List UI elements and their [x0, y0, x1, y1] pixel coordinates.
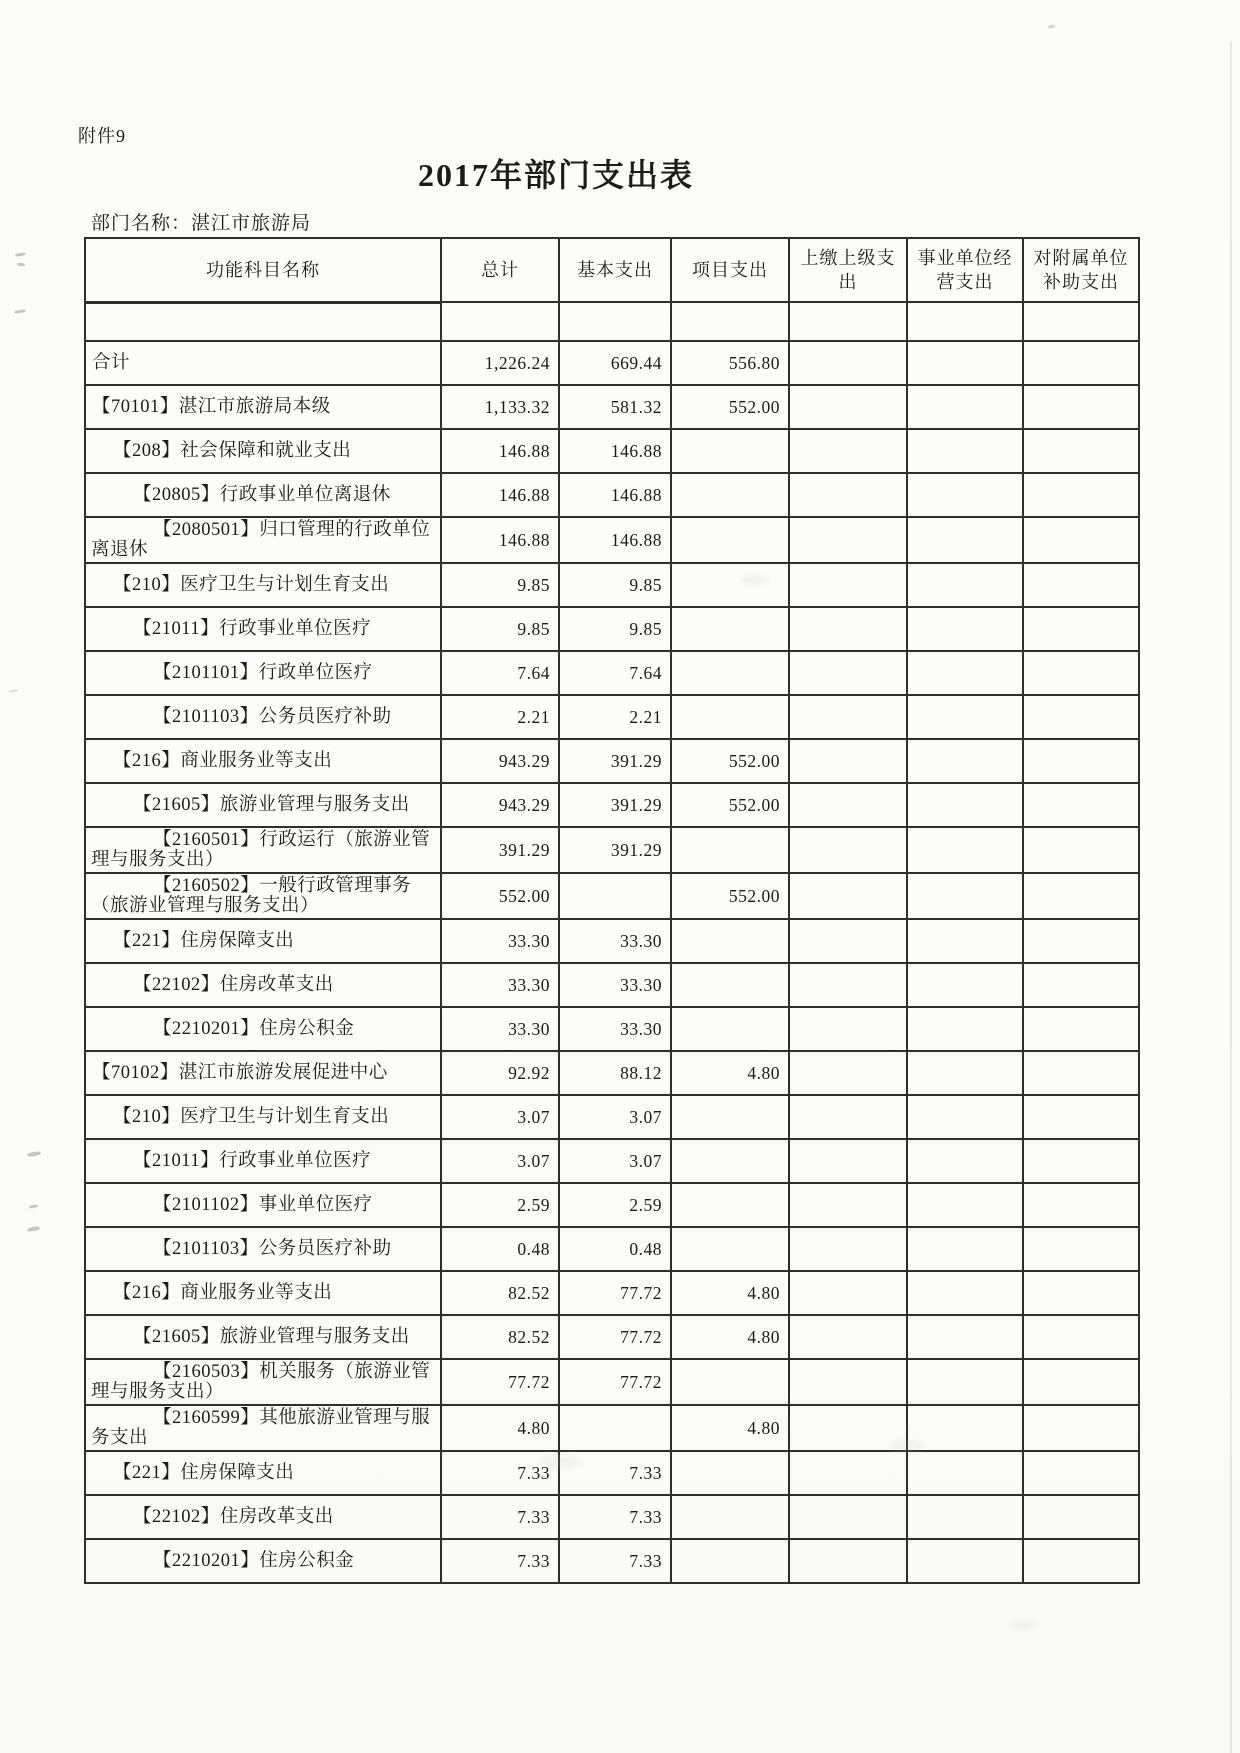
cell-subsidy [1023, 1139, 1139, 1183]
cell-project [671, 517, 789, 563]
cell-operating [907, 651, 1023, 695]
cell-total: 7.33 [441, 1539, 559, 1583]
cell-subject-name: 【2101103】公务员医疗补助 [85, 1227, 441, 1271]
table-row [85, 1359, 1139, 1405]
scan-smudge [890, 1440, 924, 1452]
cell-subsidy [1023, 1007, 1139, 1051]
spacer-cell-paid-up [789, 302, 907, 341]
cell-project [671, 1539, 789, 1583]
cell-subject-name: 【21011】行政事业单位医疗 [85, 607, 441, 651]
cell-basic: 146.88 [559, 473, 671, 517]
cell-subject-name: 【21605】旅游业管理与服务支出 [85, 783, 441, 827]
cell-basic: 33.30 [559, 963, 671, 1007]
cell-subsidy [1023, 1051, 1139, 1095]
cell-total: 0.48 [441, 1227, 559, 1271]
cell-subject-name: 【70101】湛江市旅游局本级 [85, 385, 441, 429]
cell-total: 33.30 [441, 1007, 559, 1051]
cell-basic: 391.29 [559, 783, 671, 827]
cell-operating [907, 1051, 1023, 1095]
cell-operating [907, 1007, 1023, 1051]
cell-subject-name: 【2160503】机关服务（旅游业管理与服务支出） [85, 1359, 441, 1405]
cell-total: 82.52 [441, 1271, 559, 1315]
cell-operating [907, 739, 1023, 783]
scan-edge-line [1230, 42, 1232, 1753]
cell-paid-up [789, 517, 907, 563]
cell-basic: 9.85 [559, 563, 671, 607]
cell-total: 1,226.24 [441, 341, 559, 385]
cell-paid-up [789, 563, 907, 607]
cell-paid-up [789, 341, 907, 385]
cell-operating [907, 1139, 1023, 1183]
scan-smudge [740, 575, 770, 585]
cell-subsidy [1023, 1359, 1139, 1405]
table-row [85, 563, 1139, 607]
column-header-name: 功能科目名称 [85, 238, 441, 302]
cell-paid-up [789, 1007, 907, 1051]
cell-subject-name: 【2210201】住房公积金 [85, 1539, 441, 1583]
cell-subsidy [1023, 651, 1139, 695]
cell-project [671, 1095, 789, 1139]
cell-total: 4.80 [441, 1405, 559, 1451]
cell-project: 556.80 [671, 341, 789, 385]
cell-subject-name: 【2160599】其他旅游业管理与服务支出 [85, 1405, 441, 1451]
table-row [85, 385, 1139, 429]
cell-paid-up [789, 651, 907, 695]
cell-paid-up [789, 473, 907, 517]
cell-project: 4.80 [671, 1315, 789, 1359]
cell-subsidy [1023, 1183, 1139, 1227]
cell-project: 552.00 [671, 783, 789, 827]
table-body [85, 341, 1139, 1583]
cell-project [671, 1451, 789, 1495]
cell-subject-name: 【22102】住房改革支出 [85, 1495, 441, 1539]
cell-subject-name: 【208】社会保障和就业支出 [85, 429, 441, 473]
cell-operating [907, 695, 1023, 739]
cell-subject-name: 【221】住房保障支出 [85, 1451, 441, 1495]
cell-subsidy [1023, 385, 1139, 429]
cell-operating [907, 1451, 1023, 1495]
cell-paid-up [789, 1227, 907, 1271]
cell-basic: 2.59 [559, 1183, 671, 1227]
cell-subject-name: 【2101101】行政单位医疗 [85, 651, 441, 695]
cell-project [671, 1183, 789, 1227]
cell-basic: 88.12 [559, 1051, 671, 1095]
cell-subject-name: 【22102】住房改革支出 [85, 963, 441, 1007]
cell-paid-up [789, 1183, 907, 1227]
cell-project [671, 607, 789, 651]
cell-subject-name: 【221】住房保障支出 [85, 919, 441, 963]
cell-basic: 7.33 [559, 1495, 671, 1539]
cell-operating [907, 873, 1023, 919]
cell-paid-up [789, 1359, 907, 1405]
cell-operating [907, 607, 1023, 651]
cell-subsidy [1023, 827, 1139, 873]
cell-operating [907, 1227, 1023, 1271]
cell-subject-name: 【2210201】住房公积金 [85, 1007, 441, 1051]
cell-total: 943.29 [441, 783, 559, 827]
cell-paid-up [789, 873, 907, 919]
cell-subject-name: 【21605】旅游业管理与服务支出 [85, 1315, 441, 1359]
column-header-operating: 事业单位经营支出 [907, 238, 1023, 302]
table-row [85, 341, 1139, 385]
cell-basic: 391.29 [559, 739, 671, 783]
spacer-cell-total [441, 302, 559, 341]
cell-subject-name: 【216】商业服务业等支出 [85, 1271, 441, 1315]
cell-operating [907, 827, 1023, 873]
cell-total: 1,133.32 [441, 385, 559, 429]
cell-project: 552.00 [671, 739, 789, 783]
cell-subject-name: 【20805】行政事业单位离退休 [85, 473, 441, 517]
cell-subsidy [1023, 607, 1139, 651]
cell-basic: 3.07 [559, 1139, 671, 1183]
cell-operating [907, 1315, 1023, 1359]
cell-basic: 77.72 [559, 1315, 671, 1359]
cell-basic: 9.85 [559, 607, 671, 651]
cell-operating [907, 429, 1023, 473]
table-row [85, 783, 1139, 827]
cell-subject-name: 合计 [85, 341, 441, 385]
table-row [85, 1139, 1139, 1183]
table-row [85, 517, 1139, 563]
cell-operating [907, 919, 1023, 963]
cell-paid-up [789, 429, 907, 473]
cell-operating [907, 1271, 1023, 1315]
cell-total: 92.92 [441, 1051, 559, 1095]
cell-total: 77.72 [441, 1359, 559, 1405]
cell-subject-name: 【2101102】事业单位医疗 [85, 1183, 441, 1227]
cell-subsidy [1023, 963, 1139, 1007]
cell-subject-name: 【21011】行政事业单位医疗 [85, 1139, 441, 1183]
cell-basic: 581.32 [559, 385, 671, 429]
table-row [85, 1495, 1139, 1539]
cell-basic: 7.33 [559, 1451, 671, 1495]
cell-subject-name: 【210】医疗卫生与计划生育支出 [85, 1095, 441, 1139]
cell-total: 3.07 [441, 1139, 559, 1183]
cell-subsidy [1023, 1495, 1139, 1539]
cell-subsidy [1023, 919, 1139, 963]
table-row [85, 827, 1139, 873]
cell-project [671, 1139, 789, 1183]
cell-total: 146.88 [441, 473, 559, 517]
cell-basic: 0.48 [559, 1227, 671, 1271]
table-row [85, 1405, 1139, 1451]
cell-paid-up [789, 1495, 907, 1539]
table-row [85, 1271, 1139, 1315]
cell-operating [907, 963, 1023, 1007]
table-row [85, 429, 1139, 473]
cell-project [671, 651, 789, 695]
table-header [85, 238, 1139, 341]
table-row [85, 1007, 1139, 1051]
cell-basic: 669.44 [559, 341, 671, 385]
cell-paid-up [789, 1315, 907, 1359]
cell-total: 9.85 [441, 607, 559, 651]
cell-basic [559, 873, 671, 919]
cell-subsidy [1023, 1315, 1139, 1359]
cell-operating [907, 341, 1023, 385]
cell-project [671, 695, 789, 739]
expenditure-table [84, 237, 1140, 1584]
cell-operating [907, 1539, 1023, 1583]
spacer-cell-operating [907, 302, 1023, 341]
cell-subject-name: 【2160501】行政运行（旅游业管理与服务支出） [85, 827, 441, 873]
cell-operating [907, 1095, 1023, 1139]
cell-paid-up [789, 919, 907, 963]
cell-total: 943.29 [441, 739, 559, 783]
table-row [85, 739, 1139, 783]
cell-project: 4.80 [671, 1271, 789, 1315]
cell-project: 4.80 [671, 1405, 789, 1451]
cell-project [671, 1227, 789, 1271]
cell-subject-name: 【2080501】归口管理的行政单位离退休 [85, 517, 441, 563]
cell-total: 7.33 [441, 1451, 559, 1495]
cell-operating [907, 1183, 1023, 1227]
cell-basic: 77.72 [559, 1359, 671, 1405]
column-header-basic: 基本支出 [559, 238, 671, 302]
table-row [85, 695, 1139, 739]
cell-project [671, 827, 789, 873]
cell-subsidy [1023, 695, 1139, 739]
spacer-cell-subsidy [1023, 302, 1139, 341]
cell-subsidy [1023, 1539, 1139, 1583]
spacer-row [85, 302, 1139, 341]
cell-total: 552.00 [441, 873, 559, 919]
cell-basic: 33.30 [559, 1007, 671, 1051]
cell-paid-up [789, 1139, 907, 1183]
header-row [85, 238, 1139, 302]
cell-paid-up [789, 827, 907, 873]
cell-subject-name: 【216】商业服务业等支出 [85, 739, 441, 783]
cell-basic [559, 1405, 671, 1451]
cell-subsidy [1023, 429, 1139, 473]
cell-paid-up [789, 695, 907, 739]
table-row [85, 473, 1139, 517]
scan-smudge [1010, 1620, 1036, 1630]
spacer-cell-basic [559, 302, 671, 341]
table-row [85, 963, 1139, 1007]
cell-subject-name: 【2160502】一般行政管理事务（旅游业管理与服务支出） [85, 873, 441, 919]
cell-paid-up [789, 783, 907, 827]
cell-paid-up [789, 385, 907, 429]
cell-project [671, 473, 789, 517]
cell-paid-up [789, 1051, 907, 1095]
cell-operating [907, 1495, 1023, 1539]
scan-smudge [540, 1455, 580, 1469]
table-row [85, 1227, 1139, 1271]
cell-project: 552.00 [671, 873, 789, 919]
spacer-cell-project [671, 302, 789, 341]
cell-operating [907, 1359, 1023, 1405]
cell-total: 3.07 [441, 1095, 559, 1139]
cell-basic: 146.88 [559, 429, 671, 473]
table-row [85, 1095, 1139, 1139]
cell-subsidy [1023, 1271, 1139, 1315]
table-row [85, 1315, 1139, 1359]
department-name: 部门名称：湛江市旅游局 [91, 213, 312, 234]
cell-total: 33.30 [441, 963, 559, 1007]
cell-basic: 391.29 [559, 827, 671, 873]
cell-subsidy [1023, 1095, 1139, 1139]
cell-subsidy [1023, 739, 1139, 783]
cell-operating [907, 563, 1023, 607]
cell-project [671, 429, 789, 473]
cell-paid-up [789, 1271, 907, 1315]
cell-paid-up [789, 607, 907, 651]
cell-total: 33.30 [441, 919, 559, 963]
cell-project: 552.00 [671, 385, 789, 429]
cell-operating [907, 517, 1023, 563]
cell-subsidy [1023, 873, 1139, 919]
cell-operating [907, 385, 1023, 429]
cell-total: 9.85 [441, 563, 559, 607]
cell-total: 7.64 [441, 651, 559, 695]
cell-project [671, 963, 789, 1007]
cell-basic: 146.88 [559, 517, 671, 563]
column-header-subsidy: 对附属单位补助支出 [1023, 238, 1139, 302]
cell-subsidy [1023, 341, 1139, 385]
cell-subsidy [1023, 1227, 1139, 1271]
cell-subsidy [1023, 473, 1139, 517]
cell-basic: 33.30 [559, 919, 671, 963]
cell-operating [907, 473, 1023, 517]
attachment-label: 附件9 [78, 126, 126, 146]
table-row [85, 873, 1139, 919]
cell-subsidy [1023, 517, 1139, 563]
page-title: 2017年部门支出表 [417, 157, 694, 193]
cell-basic: 7.64 [559, 651, 671, 695]
cell-total: 146.88 [441, 517, 559, 563]
cell-total: 391.29 [441, 827, 559, 873]
cell-subsidy [1023, 563, 1139, 607]
cell-total: 146.88 [441, 429, 559, 473]
cell-basic: 7.33 [559, 1539, 671, 1583]
cell-subject-name: 【210】医疗卫生与计划生育支出 [85, 563, 441, 607]
table-row [85, 1051, 1139, 1095]
cell-operating [907, 783, 1023, 827]
cell-total: 2.21 [441, 695, 559, 739]
cell-project [671, 1007, 789, 1051]
cell-total: 7.33 [441, 1495, 559, 1539]
cell-subsidy [1023, 1451, 1139, 1495]
cell-operating [907, 1405, 1023, 1451]
cell-subsidy [1023, 1405, 1139, 1451]
cell-project [671, 563, 789, 607]
cell-paid-up [789, 1539, 907, 1583]
cell-paid-up [789, 739, 907, 783]
cell-project [671, 1495, 789, 1539]
cell-paid-up [789, 963, 907, 1007]
cell-subject-name: 【2101103】公务员医疗补助 [85, 695, 441, 739]
spacer-cell-name [85, 302, 441, 341]
table-row [85, 651, 1139, 695]
cell-paid-up [789, 1095, 907, 1139]
table-row [85, 1451, 1139, 1495]
cell-project [671, 1359, 789, 1405]
column-header-paid-up: 上缴上级支出 [789, 238, 907, 302]
cell-project: 4.80 [671, 1051, 789, 1095]
cell-basic: 2.21 [559, 695, 671, 739]
table-row [85, 607, 1139, 651]
cell-subject-name: 【70102】湛江市旅游发展促进中心 [85, 1051, 441, 1095]
cell-paid-up [789, 1451, 907, 1495]
table-row [85, 1183, 1139, 1227]
column-header-project: 项目支出 [671, 238, 789, 302]
cell-project [671, 919, 789, 963]
cell-basic: 3.07 [559, 1095, 671, 1139]
cell-subsidy [1023, 783, 1139, 827]
table-row [85, 1539, 1139, 1583]
cell-total: 2.59 [441, 1183, 559, 1227]
column-header-total: 总计 [441, 238, 559, 302]
cell-total: 82.52 [441, 1315, 559, 1359]
table-row [85, 919, 1139, 963]
cell-basic: 77.72 [559, 1271, 671, 1315]
